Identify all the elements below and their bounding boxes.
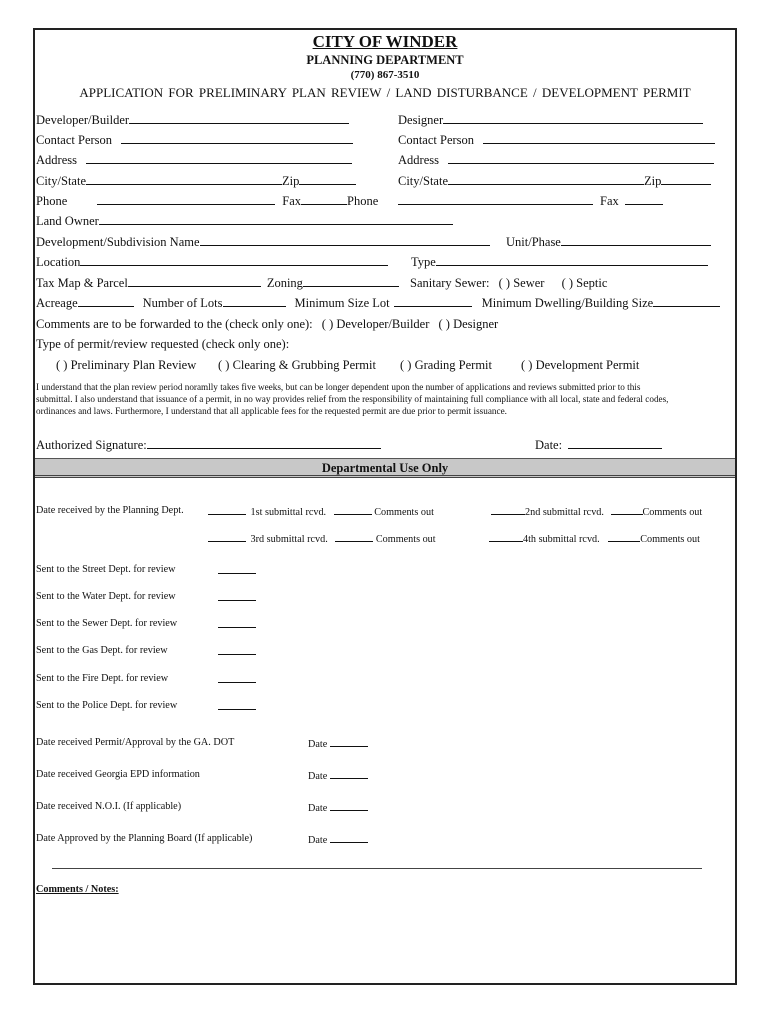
submittal-1-field[interactable] bbox=[334, 505, 372, 515]
contact-field[interactable] bbox=[121, 133, 353, 144]
contact-row-right bbox=[398, 133, 715, 148]
submittal-3-field[interactable] bbox=[208, 532, 246, 542]
date-noi-date-label: Date bbox=[308, 803, 328, 814]
sent-police-row bbox=[218, 700, 256, 713]
submittal-4-label: 4th submittal rcvd. bbox=[523, 534, 600, 545]
designer-label: Designer bbox=[398, 113, 444, 127]
date-gadot-row bbox=[308, 737, 368, 750]
forward-developer-option[interactable]: ( ) Developer/Builder bbox=[321, 317, 430, 331]
sent-sewer-row bbox=[218, 618, 256, 631]
sent-gas-label: Sent to the Gas Dept. for review bbox=[36, 645, 168, 656]
citystate-label-2: City/State bbox=[398, 174, 448, 188]
phone-row-right bbox=[398, 194, 663, 209]
sanitary-sewer-label: Sanitary Sewer: bbox=[410, 276, 490, 290]
citystate-row-left bbox=[36, 174, 356, 189]
sent-gas-row bbox=[218, 645, 256, 658]
zoning-label: Zoning bbox=[266, 276, 303, 290]
location-field[interactable] bbox=[80, 255, 388, 266]
sent-fire-row bbox=[218, 673, 256, 686]
form-title: APPLICATION FOR PRELIMINARY PLAN REVIEW / LAND DISTURBANCE / DEVELOPMENT PERMIT bbox=[79, 85, 691, 100]
phone-label-2: Phone bbox=[347, 194, 379, 208]
date-gadot-date-label: Date bbox=[308, 739, 328, 750]
date-epd-label: Date received Georgia EPD information bbox=[36, 769, 200, 780]
taxmap-label: Tax Map & Parcel bbox=[36, 276, 128, 290]
permit-type-label: Type of permit/review requested (check only one): bbox=[36, 337, 290, 351]
taxmap-field[interactable] bbox=[128, 276, 261, 287]
signature-row bbox=[36, 438, 381, 453]
submittal-1-label: 1st submittal rcvd. bbox=[250, 507, 327, 518]
unitphase-row bbox=[506, 235, 711, 250]
signature-date-label: Date: bbox=[535, 438, 563, 452]
sent-fire-label: Sent to the Fire Dept. for review bbox=[36, 673, 169, 684]
sent-water-row bbox=[218, 591, 256, 604]
type-label: Type bbox=[411, 255, 436, 269]
comments-out-3-field[interactable] bbox=[335, 532, 373, 542]
notes-separator bbox=[52, 868, 702, 869]
address-label: Address bbox=[36, 153, 77, 167]
address-label-2: Address bbox=[398, 153, 439, 167]
developer-field[interactable] bbox=[129, 113, 349, 124]
comments-forward-row bbox=[36, 317, 498, 332]
permit-option-development[interactable]: ( ) Development Permit bbox=[521, 358, 640, 372]
sewer-option[interactable]: ( ) Sewer bbox=[498, 276, 545, 290]
sent-water-field[interactable] bbox=[218, 591, 256, 601]
zoning-field[interactable] bbox=[303, 276, 399, 287]
signature-date-field[interactable] bbox=[568, 438, 662, 449]
phone-row-left bbox=[36, 194, 378, 209]
date-board-row bbox=[308, 833, 368, 846]
submittal-2-label: 2nd submittal rcvd. bbox=[525, 507, 604, 518]
sent-street-row bbox=[218, 564, 256, 577]
contact-label: Contact Person bbox=[36, 133, 113, 147]
address-row-right bbox=[398, 153, 714, 168]
contact-field-2[interactable] bbox=[483, 133, 715, 144]
city-title: CITY OF WINDER bbox=[312, 32, 458, 51]
disclaimer-line-1: I understand that the plan review period noramlly takes five weeks, but can be longer dependent upon the number of applications and reviews submitted prior to this bbox=[36, 382, 641, 392]
sent-police-label: Sent to the Police Dept. for review bbox=[36, 700, 178, 711]
septic-option[interactable]: ( ) Septic bbox=[561, 276, 608, 290]
comments-forward-label: Comments are to be forwarded to the (check only one): bbox=[36, 317, 313, 331]
developer-label: Developer/Builder bbox=[36, 113, 130, 127]
unitphase-field[interactable] bbox=[561, 235, 711, 246]
department-title: PLANNING DEPARTMENT bbox=[306, 53, 464, 67]
numlots-label: Number of Lots bbox=[142, 296, 223, 310]
address-field[interactable] bbox=[86, 153, 352, 164]
submittal-1-row bbox=[208, 505, 434, 518]
sewer-row bbox=[410, 276, 607, 291]
phone-label: Phone bbox=[36, 194, 68, 208]
date-board-field[interactable] bbox=[330, 833, 368, 843]
notes-area[interactable] bbox=[36, 902, 734, 982]
submittal-2-field[interactable] bbox=[491, 505, 525, 515]
submittal-4-field[interactable] bbox=[489, 532, 523, 542]
date-board-date-label: Date bbox=[308, 835, 328, 846]
disclaimer-line-2: submittal. I also understand that issuance of a permit, in no way provides relief from the responsibility of maintaining full compliance with all local, state and federal codes, bbox=[36, 394, 669, 404]
citystate-row-right bbox=[398, 174, 711, 189]
designer-field[interactable] bbox=[443, 113, 703, 124]
address-field-2[interactable] bbox=[448, 153, 714, 164]
received-label: Date received by the Planning Dept. bbox=[36, 505, 184, 516]
location-row bbox=[36, 255, 388, 270]
contact-row-left bbox=[36, 133, 353, 148]
date-epd-row bbox=[308, 769, 368, 782]
landowner-field[interactable] bbox=[99, 214, 453, 225]
designer-row bbox=[398, 113, 703, 128]
developer-row bbox=[36, 113, 349, 128]
date-board-label: Date Approved by the Planning Board (If applicable) bbox=[36, 833, 253, 844]
acreage-label: Acreage bbox=[36, 296, 78, 310]
sent-street-field[interactable] bbox=[218, 564, 256, 574]
acreage-field[interactable] bbox=[78, 296, 134, 307]
type-row bbox=[411, 255, 708, 270]
date-noi-label: Date received N.O.I. (If applicable) bbox=[36, 801, 182, 812]
sent-police-field[interactable] bbox=[218, 700, 256, 710]
zip-label: Zip bbox=[282, 174, 300, 188]
zip-field-2[interactable] bbox=[661, 174, 711, 185]
numlots-field[interactable] bbox=[223, 296, 286, 307]
phone-field[interactable] bbox=[97, 194, 275, 205]
sent-fire-field[interactable] bbox=[218, 673, 256, 683]
type-field[interactable] bbox=[436, 255, 708, 266]
zip-label-2: Zip bbox=[644, 174, 662, 188]
fax-field-2[interactable] bbox=[625, 194, 663, 205]
signature-date-row bbox=[535, 438, 662, 453]
comments-out-2-field[interactable] bbox=[611, 505, 643, 515]
citystate-field[interactable] bbox=[86, 174, 282, 185]
comments-out-1-label: Comments out bbox=[374, 507, 434, 518]
submittal-3-row bbox=[208, 532, 436, 545]
department-phone: (770) 867-3510 bbox=[350, 69, 420, 81]
fax-label-2: Fax bbox=[600, 194, 619, 208]
signature-label: Authorized Signature: bbox=[36, 438, 147, 452]
comments-out-3-label: Comments out bbox=[375, 534, 436, 545]
signature-field[interactable] bbox=[147, 438, 381, 449]
address-row-left bbox=[36, 153, 352, 168]
received-date-field[interactable] bbox=[208, 505, 246, 515]
permit-option-clearing[interactable]: ( ) Clearing & Grubbing Permit bbox=[218, 358, 376, 372]
mindwelling-field[interactable] bbox=[653, 296, 720, 307]
permit-option-grading[interactable]: ( ) Grading Permit bbox=[400, 358, 492, 372]
date-epd-field[interactable] bbox=[330, 769, 368, 779]
disclaimer-line-3: ordinances and laws. Furthermore, I understand that all applicable fees for the requested permit are due prior to permit issuance. bbox=[36, 406, 507, 416]
minlot-field[interactable] bbox=[394, 296, 472, 307]
location-label: Location bbox=[36, 255, 81, 269]
sent-gas-field[interactable] bbox=[218, 645, 256, 655]
forward-designer-option[interactable]: ( ) Designer bbox=[438, 317, 499, 331]
landowner-label: Land Owner bbox=[36, 214, 99, 228]
sent-water-label: Sent to the Water Dept. for review bbox=[36, 591, 176, 602]
zip-field[interactable] bbox=[299, 174, 356, 185]
fax-label: Fax bbox=[282, 194, 301, 208]
minlot-label: Minimum Size Lot bbox=[294, 296, 390, 310]
notes-label: Comments / Notes: bbox=[36, 884, 119, 895]
sent-sewer-label: Sent to the Sewer Dept. for review bbox=[36, 618, 178, 629]
subdivision-label: Development/Subdivision Name bbox=[36, 235, 200, 249]
subdivision-row bbox=[36, 235, 490, 250]
citystate-label: City/State bbox=[36, 174, 86, 188]
date-gadot-field[interactable] bbox=[330, 737, 368, 747]
sent-street-label: Sent to the Street Dept. for review bbox=[36, 564, 176, 575]
date-noi-field[interactable] bbox=[330, 801, 368, 811]
citystate-field-2[interactable] bbox=[448, 174, 644, 185]
taxmap-row bbox=[36, 276, 399, 291]
unitphase-label: Unit/Phase bbox=[506, 235, 561, 249]
landowner-row bbox=[36, 214, 453, 229]
acreage-row bbox=[36, 296, 720, 311]
submittal-3-label: 3rd submittal rcvd. bbox=[250, 534, 328, 545]
phone-field-2[interactable] bbox=[398, 194, 593, 205]
comments-out-2-label: Comments out bbox=[642, 507, 703, 518]
sent-sewer-field[interactable] bbox=[218, 618, 256, 628]
subdivision-field[interactable] bbox=[200, 235, 490, 246]
comments-out-4-field[interactable] bbox=[608, 532, 640, 542]
fax-field[interactable] bbox=[301, 194, 347, 205]
submittal-4-row bbox=[489, 532, 700, 545]
date-gadot-label: Date received Permit/Approval by the GA. DOT bbox=[36, 737, 235, 748]
contact-label-2: Contact Person bbox=[398, 133, 475, 147]
departmental-use-band: Departmental Use Only bbox=[35, 458, 735, 478]
submittal-2-row bbox=[491, 505, 702, 518]
mindwelling-label: Minimum Dwelling/Building Size bbox=[481, 296, 654, 310]
permit-option-preliminary[interactable]: ( ) Preliminary Plan Review bbox=[56, 358, 197, 372]
date-epd-date-label: Date bbox=[308, 771, 328, 782]
comments-out-4-label: Comments out bbox=[640, 534, 700, 545]
date-noi-row bbox=[308, 801, 368, 814]
